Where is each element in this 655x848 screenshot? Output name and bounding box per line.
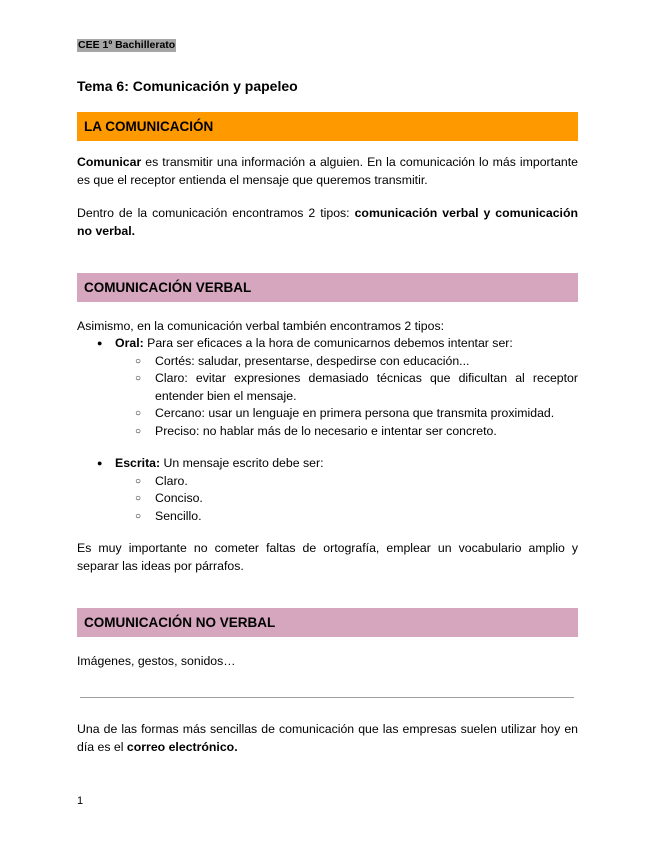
correo-text: Una de las formas más sencillas de comunicación que las empresas suelen utilizar hoy en día es el [77, 722, 578, 754]
term-comunicar: Comunicar [77, 155, 142, 169]
paragraph-correo [77, 721, 578, 756]
document-header: CEE 1º Bachillerato [78, 39, 176, 51]
list-item: ○ Sencillo. [115, 508, 578, 526]
oral-sublist [115, 353, 578, 441]
list-item: ○ Cortés: saludar, presentarse, despedirse con educación... [115, 353, 578, 371]
section-heading-no-verbal: COMUNICACIÓN NO VERBAL [77, 608, 578, 637]
oral-list [77, 335, 578, 440]
types-text: Dentro de la comunicación encontramos 2 tipos: [77, 206, 355, 220]
verbal-intro: Asimismo, en la comunicación verbal también encontramos 2 tipos: [77, 319, 445, 333]
section-heading-verbal: COMUNICACIÓN VERBAL [77, 273, 578, 302]
list-item-escrita [77, 455, 578, 525]
section-heading-comunicacion: LA COMUNICACIÓN [77, 112, 578, 141]
page-title: Tema 6: Comunicación y papeleo [77, 78, 298, 94]
paragraph-ortografia: Es muy importante no cometer faltas de ortografía, emplear un vocabulario amplio y separar las ideas por párrafos. [77, 541, 578, 573]
list-item: ○ Preciso: no hablar más de lo necesario e intentar ser concreto. [115, 423, 578, 441]
escrita-label: Escrita: [115, 456, 161, 470]
escrita-sublist [115, 473, 578, 526]
list-item: ○ Claro: evitar expresiones demasiado técnicas que dificultan al receptor entender bien el mensaje. [115, 370, 578, 405]
list-item: ○ Claro. [115, 473, 578, 491]
list-item: ○ Conciso. [115, 490, 578, 508]
oral-label: Oral: [115, 336, 144, 350]
escrita-text: Un mensaje escrito debe ser: [160, 456, 324, 470]
paragraph-no-verbal: Imágenes, gestos, sonidos… [77, 654, 236, 668]
page-number: 1 [77, 795, 84, 807]
list-item: ○ Cercano: usar un lenguaje en primera persona que transmita proximidad. [115, 405, 578, 423]
definition-text: es transmitir una información a alguien. En la comunicación lo más importante es que el receptor entienda el mensaje que queremos transmitir. [77, 155, 578, 187]
oral-text: Para ser eficaces a la hora de comunicarnos debemos intentar ser: [143, 336, 513, 350]
escrita-list [77, 455, 578, 525]
paragraph-types [77, 205, 578, 240]
horizontal-divider [80, 697, 574, 698]
correo-bold: correo electrónico. [126, 739, 238, 754]
paragraph-definition [77, 154, 578, 189]
list-item-oral [77, 335, 578, 440]
types-bold: comunicación verbal y comunicación no verbal. [77, 206, 578, 238]
